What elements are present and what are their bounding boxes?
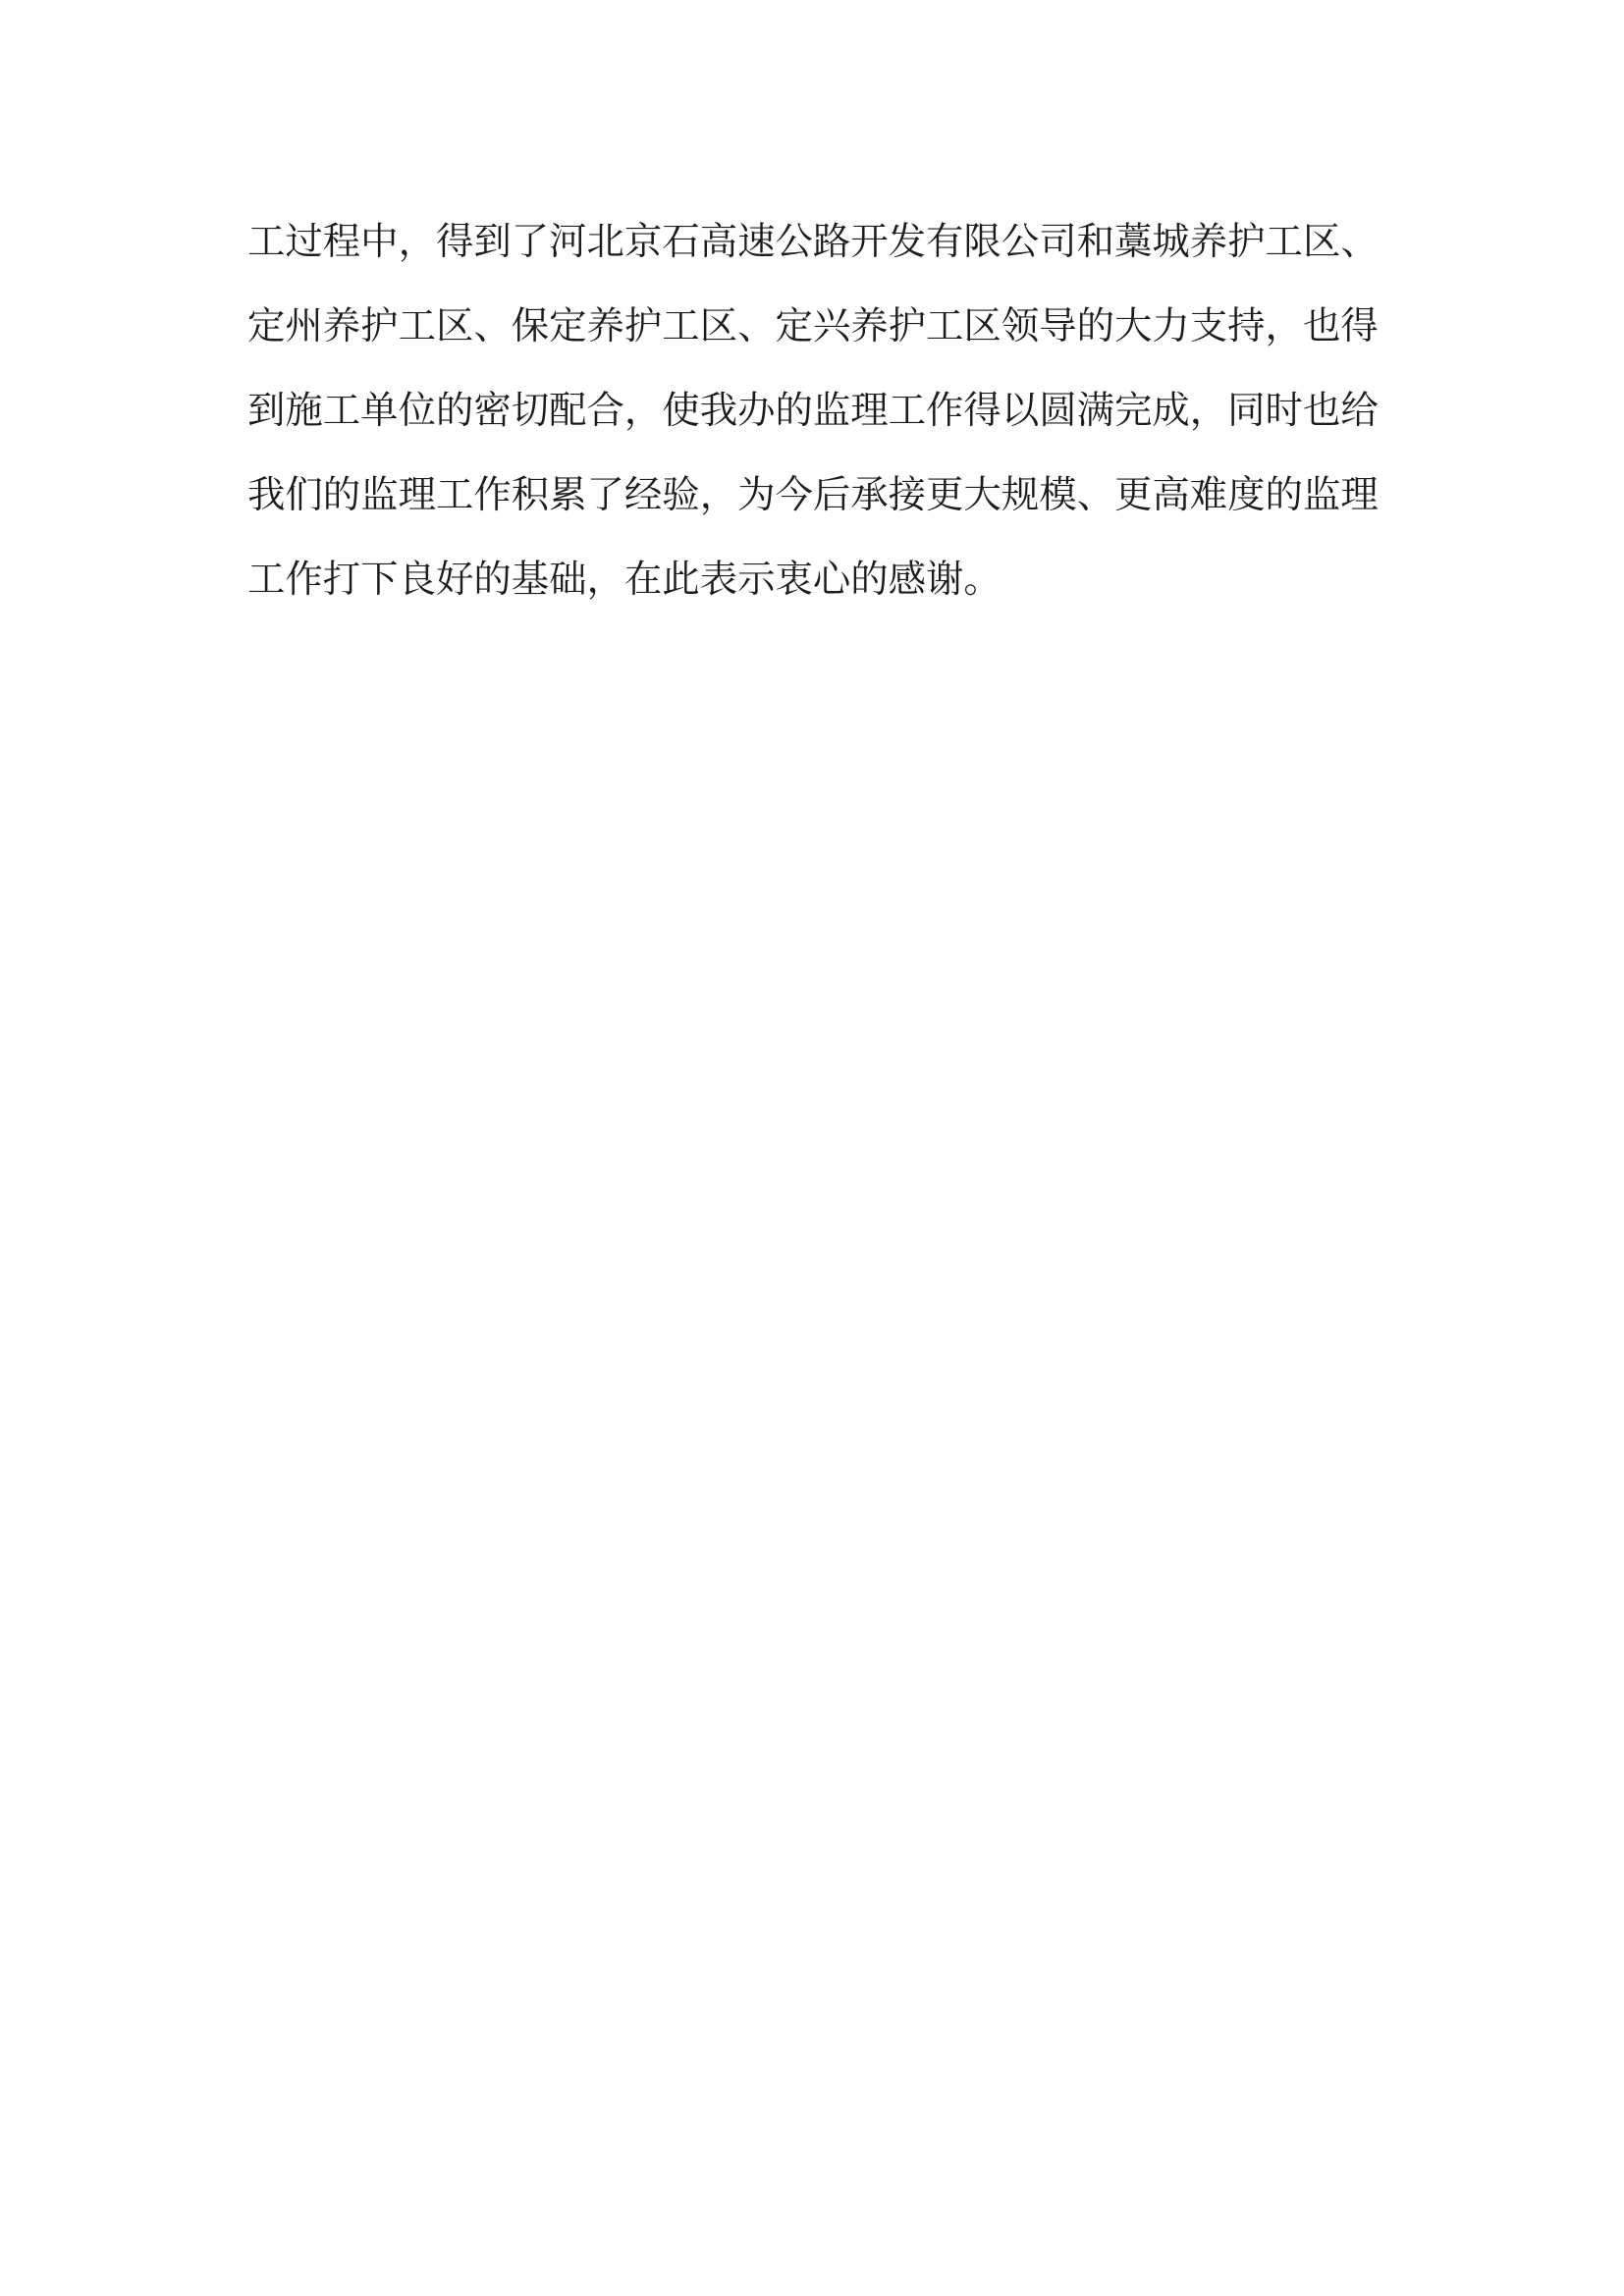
paragraph [247, 200, 1382, 622]
paragraph-line: 我们的监理工作积累了经验，为今后承接更大规模、更高难度的监理 [247, 475, 1379, 516]
paragraph-line: 工作打下良好的基础，在此表示衷心的感谢。 [247, 560, 1001, 601]
paragraph-line: 定州养护工区、保定养护工区、定兴养护工区领导的大力支持，也得 [247, 306, 1379, 347]
paragraph-line: 到施工单位的密切配合，使我办的监理工作得以圆满完成，同时也给 [247, 391, 1379, 432]
paragraph-line: 工过程中，得到了河北京石高速公路开发有限公司和藁城养护工区、 [247, 222, 1379, 263]
